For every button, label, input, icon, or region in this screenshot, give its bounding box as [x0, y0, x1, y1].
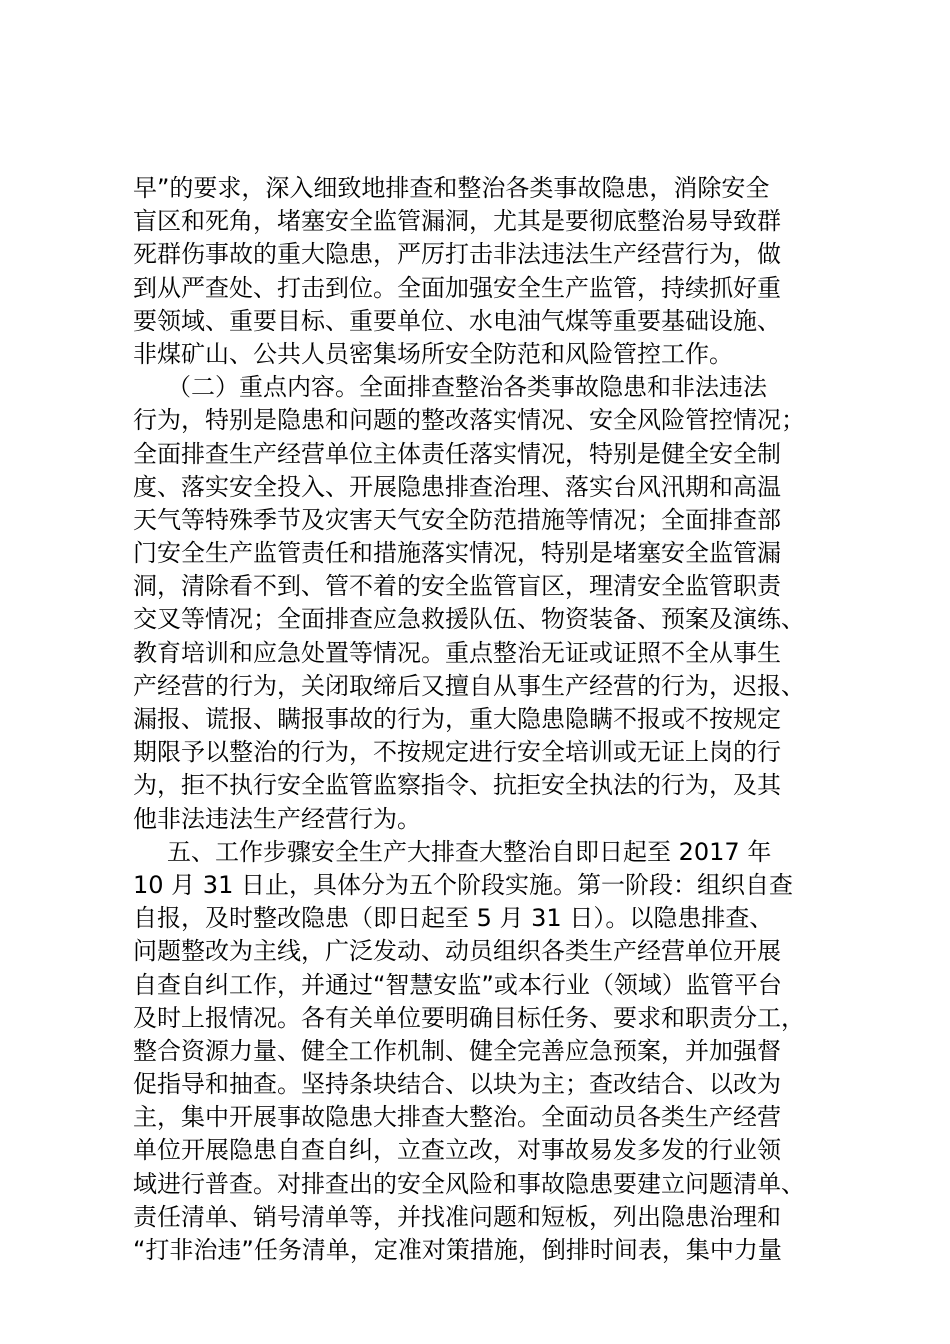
text-line: 问题整改为主线，广泛发动、动员组织各类生产经营单位开展 — [133, 937, 781, 966]
text-line: 域进行普查。对排查出的安全风险和事故隐患要建立问题清单、 — [133, 1169, 805, 1198]
text-line: 产经营的行为，关闭取缔后又擅自从事生产经营的行为，迟报、 — [133, 671, 805, 700]
text-line: 门安全生产监管责任和措施落实情况，特别是堵塞安全监管漏 — [133, 539, 781, 568]
text-line: 教育培训和应急处置等情况。重点整治无证或证照不全从事生 — [133, 638, 781, 667]
text-line: 盲区和死角，堵塞安全监管漏洞，尤其是要彻底整治易导致群 — [133, 207, 781, 236]
text-line: （二）重点内容。全面排查整治各类事故隐患和非法违法 — [167, 373, 767, 402]
text-line: 五、工作步骤安全生产大排查大整治自即日起至 2017 年 — [167, 837, 772, 866]
text-line: 度、落实安全投入、开展隐患排查治理、落实台风汛期和高温 — [133, 472, 781, 501]
paragraph — [133, 836, 853, 1267]
text-line: 自报，及时整改隐患（即日起至 5 月 31 日）。以隐患排查、 — [133, 904, 774, 933]
text-line: 非煤矿山、公共人员密集场所安全防范和风险管控工作。 — [133, 339, 733, 368]
document-body — [133, 172, 853, 1267]
text-line: 责任清单、销号清单等，并找准问题和短板，列出隐患治理和 — [133, 1202, 781, 1231]
text-line: 及时上报情况。各有关单位要明确目标任务、要求和职责分工， — [133, 1003, 805, 1032]
text-line: “打非治违”任务清单，定准对策措施，倒排时间表，集中力量 — [133, 1236, 782, 1264]
text-line: 整合资源力量、健全工作机制、健全完善应急预案，并加强督 — [133, 1036, 781, 1065]
text-line: 行为，特别是隐患和问题的整改落实情况、安全风险管控情况； — [133, 406, 805, 435]
text-line: 他非法违法生产经营行为。 — [133, 804, 421, 833]
text-line: 主，集中开展事故隐患大排查大整治。全面动员各类生产经营 — [133, 1103, 781, 1132]
paragraph — [133, 172, 853, 371]
text-line: 期限予以整治的行为，不按规定进行安全培训或无证上岗的行 — [133, 738, 781, 767]
text-line: 交叉等情况；全面排查应急救援队伍、物资装备、预案及演练、 — [133, 605, 805, 634]
text-line: 全面排查生产经营单位主体责任落实情况，特别是健全安全制 — [133, 439, 781, 468]
paragraph — [133, 371, 853, 836]
text-line: 天气等特殊季节及灾害天气安全防范措施等情况；全面排查部 — [133, 505, 781, 534]
text-line: 洞，清除看不到、管不着的安全监管盲区，理清安全监管职责 — [133, 572, 781, 601]
text-line: 要领域、重要目标、重要单位、水电油气煤等重要基础设施、 — [133, 306, 781, 335]
text-line: 为，拒不执行安全监管监察指令、抗拒安全执法的行为，及其 — [133, 771, 781, 800]
text-line: 促指导和抽查。坚持条块结合、以块为主；查改结合、以改为 — [133, 1070, 781, 1099]
text-line: 早”的要求，深入细致地排查和整治各类事故隐患，消除安全 — [133, 174, 770, 202]
text-line: 死群伤事故的重大隐患，严厉打击非法违法生产经营行为，做 — [133, 240, 781, 269]
text-line: 10 月 31 日止，具体分为五个阶段实施。第一阶段：组织自查 — [133, 870, 793, 899]
text-line: 自查自纠工作，并通过“智慧安监”或本行业（领域）监管平台 — [133, 970, 782, 999]
text-line: 单位开展隐患自查自纠，立查立改，对事故易发多发的行业领 — [133, 1136, 781, 1165]
text-line: 到从严查处、打击到位。全面加强安全生产监管，持续抓好重 — [133, 273, 781, 302]
text-line: 漏报、谎报、瞒报事故的行为，重大隐患隐瞒不报或不按规定 — [133, 705, 781, 733]
